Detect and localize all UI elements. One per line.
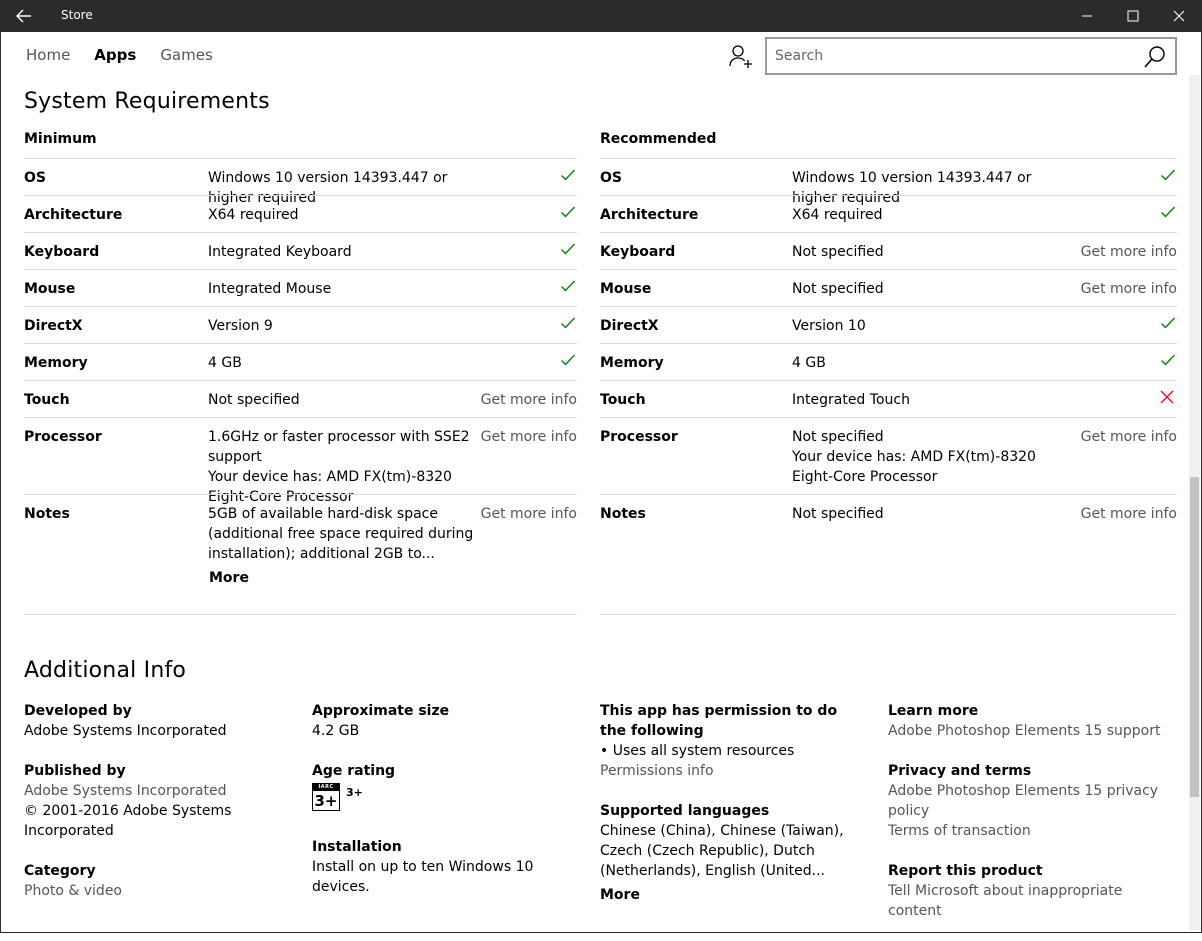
status-ok bbox=[1160, 353, 1176, 373]
recommended-heading: Recommended bbox=[600, 131, 717, 147]
requirement-value-text: Not specified bbox=[792, 281, 884, 297]
requirement-value bbox=[208, 242, 490, 262]
requirement-value-text: Version 10 bbox=[792, 318, 866, 334]
requirement-row bbox=[24, 417, 577, 505]
maximize-icon bbox=[1127, 10, 1139, 22]
requirement-value bbox=[208, 390, 490, 410]
requirement-label: Keyboard bbox=[24, 244, 100, 260]
minimize-icon bbox=[1081, 10, 1093, 22]
requirement-row bbox=[600, 232, 1177, 269]
permissions-block bbox=[600, 701, 850, 781]
check-icon bbox=[1160, 168, 1176, 182]
published-by-block bbox=[24, 761, 284, 841]
info-column-4 bbox=[888, 701, 1168, 941]
installation-value: Install on up to ten Windows 10 devices. bbox=[312, 859, 534, 895]
requirement-value bbox=[208, 316, 490, 336]
requirement-row bbox=[24, 195, 577, 232]
requirement-label: OS bbox=[24, 170, 46, 186]
requirement-label: Touch bbox=[600, 392, 646, 408]
permission-item: • Uses all system resources bbox=[600, 743, 795, 759]
requirement-label: Touch bbox=[24, 392, 70, 408]
permissions-heading: This app has permission to do the following bbox=[600, 703, 838, 739]
publisher-link[interactable]: Adobe Systems Incorporated bbox=[24, 783, 227, 799]
requirement-label: Keyboard bbox=[600, 244, 676, 260]
requirement-value bbox=[792, 316, 1074, 336]
requirement-value bbox=[208, 279, 490, 299]
developed-by-value: Adobe Systems Incorporated bbox=[24, 723, 227, 739]
status-ok bbox=[1160, 205, 1176, 225]
requirement-value-text: Version 9 bbox=[208, 318, 273, 334]
system-requirements-title: System Requirements bbox=[24, 89, 270, 114]
status-ok bbox=[1160, 316, 1176, 336]
requirement-label: Memory bbox=[24, 355, 88, 371]
close-icon bbox=[1173, 10, 1185, 22]
iarc-logo-label: IARC bbox=[313, 784, 339, 791]
privacy-block bbox=[888, 761, 1168, 841]
window-title: Store bbox=[61, 8, 93, 22]
additional-info-title: Additional Info bbox=[24, 658, 187, 683]
languages-more-button[interactable]: More bbox=[600, 887, 640, 903]
get-more-info-link[interactable]: Get more info bbox=[480, 506, 577, 522]
report-heading: Report this product bbox=[888, 863, 1043, 879]
info-column-3 bbox=[600, 701, 850, 925]
learn-more-block bbox=[888, 701, 1168, 741]
device-info-text: Your device has: AMD FX(tm)-8320 Eight-Core Processor bbox=[208, 469, 452, 505]
get-more-info-link[interactable]: Get more info bbox=[1080, 244, 1177, 260]
check-icon bbox=[1160, 205, 1176, 219]
requirement-row bbox=[24, 269, 577, 306]
check-icon bbox=[560, 205, 576, 219]
search-icon bbox=[1143, 45, 1167, 69]
permissions-info-link[interactable]: Permissions info bbox=[600, 763, 714, 779]
requirement-label: OS bbox=[600, 170, 622, 186]
requirement-value-text: 1.6GHz or faster processor with SSE2 support bbox=[208, 429, 470, 465]
sign-in-button[interactable] bbox=[728, 43, 754, 69]
nav-home[interactable]: Home bbox=[26, 46, 71, 64]
age-rating-block bbox=[312, 761, 572, 817]
requirement-row bbox=[24, 494, 577, 594]
requirement-row bbox=[600, 306, 1177, 343]
requirement-label: Processor bbox=[24, 429, 102, 445]
requirement-row bbox=[24, 158, 577, 206]
requirement-value-text: Windows 10 version 14393.447 or higher required bbox=[792, 170, 1032, 206]
minimum-heading: Minimum bbox=[24, 131, 97, 147]
close-button[interactable] bbox=[1156, 0, 1202, 32]
check-icon bbox=[560, 279, 576, 293]
cross-icon bbox=[1159, 390, 1175, 404]
check-icon bbox=[560, 168, 576, 182]
search-input[interactable] bbox=[775, 45, 1135, 67]
requirement-value bbox=[792, 353, 1074, 373]
minimum-requirements-table bbox=[24, 158, 577, 594]
search-button[interactable] bbox=[1143, 45, 1167, 69]
requirement-label: Memory bbox=[600, 355, 664, 371]
nav-apps[interactable]: Apps bbox=[94, 46, 137, 64]
check-icon bbox=[560, 242, 576, 256]
requirement-value-text: Integrated Mouse bbox=[208, 281, 332, 297]
requirement-row bbox=[24, 232, 577, 269]
maximize-button[interactable] bbox=[1110, 0, 1156, 32]
minimize-button[interactable] bbox=[1064, 0, 1110, 32]
age-rating-badge[interactable] bbox=[312, 783, 363, 811]
approximate-size-value: 4.2 GB bbox=[312, 723, 360, 739]
requirement-value-text: Not specified bbox=[792, 244, 884, 260]
requirement-label: Processor bbox=[600, 429, 678, 445]
requirement-value bbox=[208, 353, 490, 373]
requirement-value-text: X64 required bbox=[208, 207, 299, 223]
requirement-value bbox=[792, 242, 1074, 262]
privacy-heading: Privacy and terms bbox=[888, 763, 1032, 779]
requirement-value-text: Integrated Keyboard bbox=[208, 244, 352, 260]
requirement-value-text: 4 GB bbox=[208, 355, 242, 371]
requirement-value bbox=[792, 427, 1074, 487]
requirement-row bbox=[600, 494, 1177, 531]
requirement-row bbox=[600, 343, 1177, 380]
languages-block bbox=[600, 801, 850, 905]
get-more-info-link[interactable]: Get more info bbox=[1080, 281, 1177, 297]
get-more-info-link[interactable]: Get more info bbox=[480, 429, 577, 445]
check-icon bbox=[1160, 316, 1176, 330]
iarc-logo bbox=[312, 783, 340, 811]
requirement-label: Mouse bbox=[24, 281, 76, 297]
requirement-value bbox=[792, 504, 1074, 524]
scrollbar-thumb[interactable] bbox=[1190, 477, 1199, 797]
report-link[interactable]: Tell Microsoft about inappropriate content bbox=[888, 883, 1123, 919]
category-block bbox=[24, 861, 284, 901]
support-link[interactable]: Adobe Photoshop Elements 15 support bbox=[888, 723, 1161, 739]
requirement-row bbox=[600, 417, 1177, 494]
get-more-info-link[interactable]: Get more info bbox=[480, 392, 577, 408]
report-block bbox=[888, 861, 1168, 921]
get-more-info-link[interactable]: Get more info bbox=[1080, 429, 1177, 445]
languages-heading: Supported languages bbox=[600, 803, 770, 819]
requirement-value-text: Integrated Touch bbox=[792, 392, 910, 408]
requirement-value-text: Not specified bbox=[792, 506, 884, 522]
top-nav bbox=[26, 46, 213, 64]
title-bar bbox=[0, 0, 1202, 32]
published-by-heading: Published by bbox=[24, 763, 126, 779]
requirement-label: Architecture bbox=[24, 207, 123, 223]
status-fail bbox=[1159, 390, 1175, 410]
requirement-label: Mouse bbox=[600, 281, 652, 297]
check-icon bbox=[560, 316, 576, 330]
device-info-text: Your device has: AMD FX(tm)-8320 Eight-Core Processor bbox=[792, 449, 1036, 485]
requirement-value-text: Windows 10 version 14393.447 or higher required bbox=[208, 170, 448, 206]
requirement-value bbox=[208, 504, 490, 588]
requirement-row bbox=[600, 380, 1177, 417]
check-icon bbox=[1160, 353, 1176, 367]
person-add-icon bbox=[728, 43, 754, 69]
requirement-row bbox=[600, 195, 1177, 232]
back-button[interactable] bbox=[0, 0, 48, 32]
approximate-size-heading: Approximate size bbox=[312, 703, 450, 719]
requirement-label: Notes bbox=[600, 506, 646, 522]
requirement-row bbox=[600, 269, 1177, 306]
status-ok bbox=[560, 316, 576, 336]
learn-more-heading: Learn more bbox=[888, 703, 979, 719]
info-column-1 bbox=[24, 701, 284, 921]
terms-link[interactable]: Terms of transaction bbox=[888, 823, 1031, 839]
requirement-value-text: Not specified bbox=[792, 429, 884, 445]
privacy-policy-link[interactable]: Adobe Photoshop Elements 15 privacy policy bbox=[888, 783, 1159, 819]
category-heading: Category bbox=[24, 863, 96, 879]
installation-block bbox=[312, 837, 572, 897]
get-more-info-link[interactable]: Get more info bbox=[1080, 506, 1177, 522]
requirement-value-text: 5GB of available hard-disk space (additional free space required during installation); additional 2GB to... bbox=[208, 506, 474, 562]
requirement-value bbox=[792, 205, 1074, 225]
age-rating-heading: Age rating bbox=[312, 763, 396, 779]
recommended-requirements-table bbox=[600, 158, 1177, 531]
requirement-label: DirectX bbox=[600, 318, 659, 334]
installation-heading: Installation bbox=[312, 839, 402, 855]
approximate-size-block bbox=[312, 701, 572, 741]
category-link[interactable]: Photo & video bbox=[24, 883, 122, 899]
status-ok bbox=[560, 242, 576, 262]
status-ok bbox=[560, 205, 576, 225]
minimum-bottom-divider bbox=[24, 614, 577, 615]
requirement-label: Architecture bbox=[600, 207, 699, 223]
status-ok bbox=[1160, 168, 1176, 188]
notes-more-button[interactable]: More bbox=[209, 570, 249, 586]
requirement-value bbox=[792, 279, 1074, 299]
requirement-label: DirectX bbox=[24, 318, 83, 334]
requirement-row bbox=[24, 343, 577, 380]
requirement-value bbox=[208, 205, 490, 225]
iarc-logo-number: 3+ bbox=[314, 792, 338, 810]
developed-by-block bbox=[24, 701, 284, 741]
requirement-value-text: X64 required bbox=[792, 207, 883, 223]
recommended-bottom-divider bbox=[600, 614, 1177, 615]
requirement-label: Notes bbox=[24, 506, 70, 522]
check-icon bbox=[560, 353, 576, 367]
info-column-2 bbox=[312, 701, 572, 917]
languages-value: Chinese (China), Chinese (Taiwan), Czech (Czech Republic), Dutch (Netherlands), English (United... bbox=[600, 823, 844, 879]
requirement-value-text: Not specified bbox=[208, 392, 300, 408]
requirement-row bbox=[600, 158, 1177, 206]
requirement-value bbox=[792, 390, 1074, 410]
requirement-row bbox=[24, 380, 577, 417]
nav-games[interactable]: Games bbox=[160, 46, 213, 64]
search-box bbox=[765, 37, 1177, 75]
age-rating-value: 3+ bbox=[346, 786, 363, 799]
status-ok bbox=[560, 353, 576, 373]
status-ok bbox=[560, 279, 576, 299]
status-ok bbox=[560, 168, 576, 188]
requirement-row bbox=[24, 306, 577, 343]
back-arrow-icon bbox=[16, 9, 32, 23]
copyright-text: © 2001-2016 Adobe Systems Incorporated bbox=[24, 803, 232, 839]
developed-by-heading: Developed by bbox=[24, 703, 132, 719]
requirement-value-text: 4 GB bbox=[792, 355, 826, 371]
